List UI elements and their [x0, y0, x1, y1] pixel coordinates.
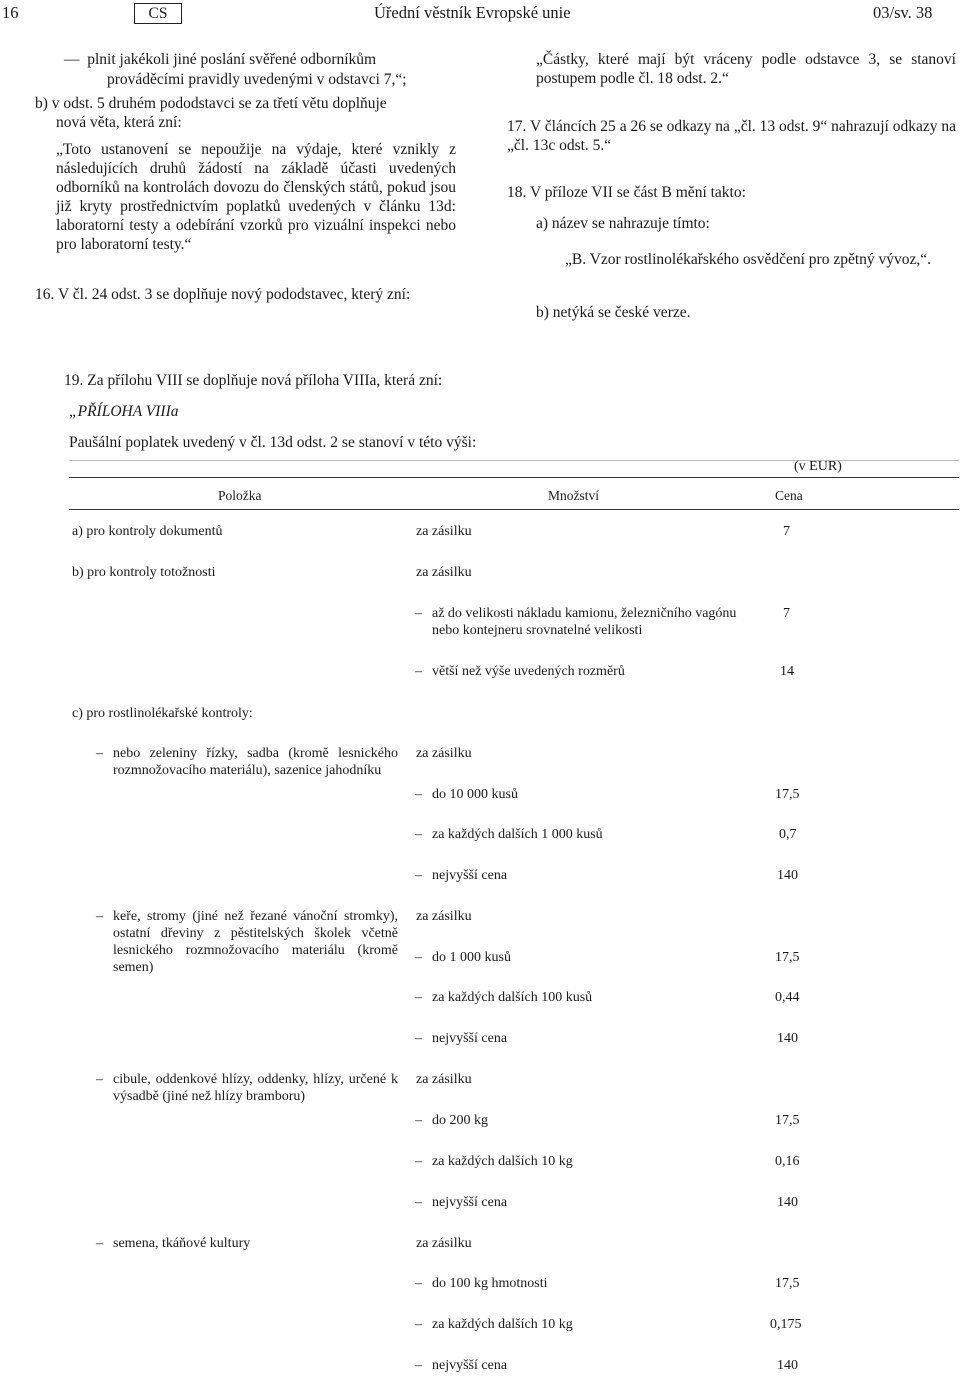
- row-c4-sub-1: – do 100 kg hmotnosti: [432, 1275, 548, 1292]
- row-c1-sub-2-price: 0,7: [779, 827, 797, 842]
- row-c4-quantity: za zásilku: [416, 1236, 472, 1251]
- row-c2-item: – keře, stromy (jiné než řezané vánoční stromky), ostatní dřeviny z pěstitelských školek včetně lesnického rozmnožovacího materiálu (kromě semen): [113, 908, 398, 976]
- row-c3-sub-2-price: 0,16: [775, 1154, 800, 1169]
- row-c4-sub-2-price: 0,175: [770, 1317, 802, 1332]
- row-c1-sub-3: – nejvyšší cena: [432, 867, 507, 884]
- item-b-line-1: b) v odst. 5 druhém pododstavci se za třetí větu doplňuje: [35, 95, 387, 112]
- row-c2-quantity: za zásilku: [416, 909, 472, 924]
- row-c2-sub-2-price: 0,44: [775, 990, 800, 1005]
- row-c4-sub-3: – nejvyšší cena: [432, 1357, 507, 1374]
- row-c3-sub-1-price: 17,5: [775, 1113, 800, 1128]
- item-18-a: a) název se nahrazuje tímto:: [536, 215, 710, 232]
- column-header-quantity: Množství: [548, 488, 600, 503]
- dash-item-line-1: [64, 50, 376, 69]
- row-c-item: c) pro rostlinolékařské kontroly:: [72, 706, 253, 721]
- annex-title: „PŘÍLOHA VIIIa: [69, 403, 179, 420]
- row-a-item: a) pro kontroly dokumentů: [72, 524, 223, 539]
- item-18: 18. V příloze VII se část B mění takto:: [507, 184, 746, 201]
- row-c1-sub-3-price: 140: [777, 868, 798, 883]
- row-c1-quantity: za zásilku: [416, 746, 472, 761]
- row-c3-quantity: za zásilku: [416, 1072, 472, 1087]
- row-c1-sub-2: – za každých dalších 1 000 kusů: [432, 826, 603, 843]
- row-b-sub-1-price: 7: [783, 606, 790, 621]
- header-top-rule: [69, 477, 959, 478]
- row-a-quantity: za zásilku: [416, 524, 472, 539]
- row-c4-sub-1-price: 17,5: [775, 1276, 800, 1291]
- row-b-quantity: za zásilku: [416, 565, 472, 580]
- row-b-sub-2-price: 14: [780, 664, 794, 679]
- currency-unit: (v EUR): [794, 459, 842, 474]
- row-b-sub-1: – až do velikosti nákladu kamionu, železničního vagónu nebo kontejneru srovnatelné velikosti: [432, 605, 742, 639]
- row-c2-sub-3-price: 140: [777, 1031, 798, 1046]
- journal-title: Úřední věstník Evropské unie: [374, 3, 571, 22]
- row-c1-item: – nebo zeleniny řízky, sadba (kromě lesnického rozmnožovacího materiálu), sazenice jahodníku: [113, 745, 398, 779]
- row-c2-sub-3: – nejvyšší cena: [432, 1030, 507, 1047]
- journal-reference: 03/sv. 38: [873, 3, 933, 22]
- item-18-b: b) netýká se české verze.: [536, 304, 691, 321]
- annex-intro: Paušální poplatek uvedený v čl. 13d odst. 2 se stanoví v této výši:: [69, 434, 477, 451]
- row-c3-sub-2: – za každých dalších 10 kg: [432, 1153, 573, 1170]
- row-c4-item: – semena, tkáňové kultury: [113, 1235, 250, 1252]
- row-c3-sub-1: – do 200 kg: [432, 1112, 488, 1129]
- row-c2-sub-1-price: 17,5: [775, 950, 800, 965]
- row-c1-sub-1: – do 10 000 kusů: [432, 786, 518, 803]
- language-badge: CS: [134, 3, 182, 24]
- left-quote-paragraph: „Toto ustanovení se nepoužije na výdaje, které vznikly z následujících druhů žádostí na základě účasti uvedených odborníků na kontrolách dovozu do členských států, pokud jsou již kryty prostřednictvím poplatků uvedených v článku 13d: laboratorní testy a odebírání vzorků pro vizuální inspekci nebo pro laboratorní testy.“: [56, 141, 456, 253]
- row-c4-sub-3-price: 140: [777, 1358, 798, 1373]
- row-b-sub-2: – větší než výše uvedených rozměrů: [432, 663, 625, 680]
- row-c3-sub-3-price: 140: [777, 1195, 798, 1210]
- column-header-price: Cena: [775, 488, 803, 503]
- row-c2-sub-1: – do 1 000 kusů: [432, 949, 511, 966]
- right-quote-paragraph: „Částky, které mají být vráceny podle odstavce 3, se stanoví postupem podle čl. 18 odst. 2.“: [536, 51, 956, 87]
- row-a-price: 7: [783, 524, 790, 539]
- item-16: 16. V čl. 24 odst. 3 se doplňuje nový pododstavec, který zní:: [35, 286, 411, 303]
- item-18-a-quote: „B. Vzor rostlinolékařského osvědčení pro zpětný vývoz,“.: [565, 251, 932, 268]
- dash-item-line-2: prováděcími pravidly uvedenými v odstavci 7,“;: [107, 71, 407, 88]
- row-c4-sub-2: – za každých dalších 10 kg: [432, 1316, 573, 1333]
- row-c1-sub-1-price: 17,5: [775, 787, 800, 802]
- dash-item-text: plnit jakékoli jiné poslání svěřené odborníkům: [87, 51, 377, 68]
- dash-mark: —: [64, 51, 80, 68]
- row-c2-sub-2: – za každých dalších 100 kusů: [432, 989, 592, 1006]
- column-header-item: Položka: [218, 488, 262, 503]
- header-bottom-rule: [69, 509, 959, 510]
- page-number: 16: [2, 3, 19, 22]
- item-b-line-2: nová věta, která zní:: [56, 114, 182, 131]
- item-17: 17. V článcích 25 a 26 se odkazy na „čl. 13 odst. 9“ nahrazují odkazy na „čl. 13c odst. 5.“: [507, 118, 956, 154]
- row-c3-item: – cibule, oddenkové hlízy, oddenky, hlízy, určené k výsadbě (jiné než hlízy bramboru): [113, 1071, 398, 1105]
- row-b-item: b) pro kontroly totožnosti: [72, 565, 216, 580]
- item-19: 19. Za přílohu VIII se doplňuje nová příloha VIIIa, která zní:: [64, 372, 443, 389]
- row-c3-sub-3: – nejvyšší cena: [432, 1194, 507, 1211]
